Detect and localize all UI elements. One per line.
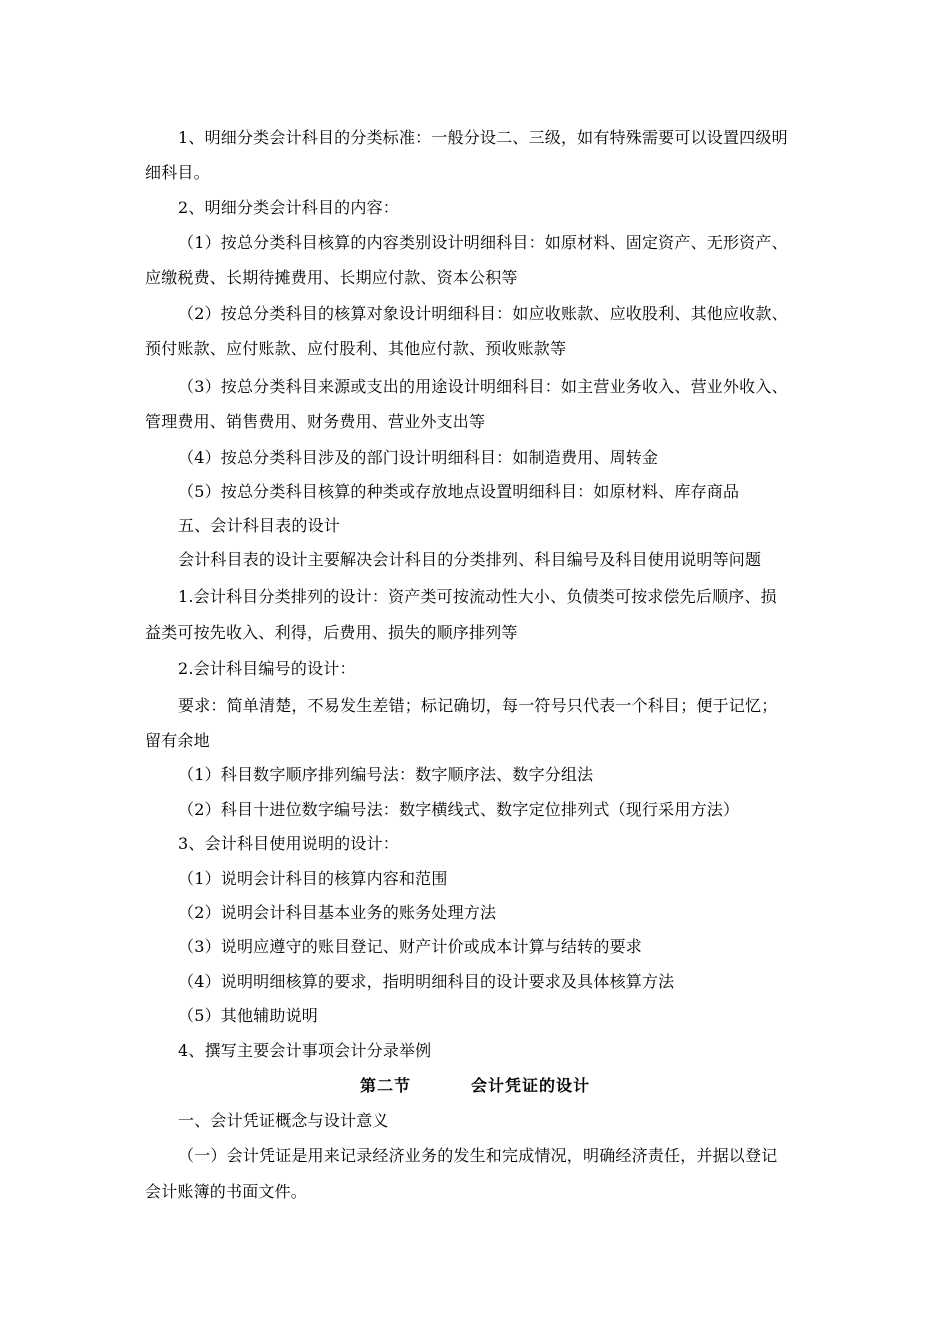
paragraph-line: 预付账款、应付账款、应付股利、其他应付款、预收账款等 — [145, 339, 567, 358]
paragraph-line: 要求：简单清楚，不易发生差错；标记确切，每一符号只代表一个科目；便于记忆； — [178, 696, 778, 715]
paragraph-line: 留有余地 — [145, 731, 210, 750]
paragraph-line: 益类可按先收入、利得，后费用、损失的顺序排列等 — [145, 623, 518, 642]
paragraph-line: （5）其他辅助说明 — [178, 1006, 318, 1025]
paragraph-line: 五、会计科目表的设计 — [178, 516, 341, 535]
paragraph-line: 2.会计科目编号的设计： — [178, 659, 356, 678]
paragraph-line: 细科目。 — [145, 163, 210, 182]
paragraph-line: （5）按总分类科目核算的种类或存放地点设置明细科目：如原材料、库存商品 — [178, 482, 740, 501]
paragraph-line: 3、会计科目使用说明的设计： — [178, 834, 399, 853]
paragraph-line: （2）科目十进位数字编号法：数字横线式、数字定位排列式（现行采用方法） — [178, 800, 740, 819]
paragraph-line: 一、会计凭证概念与设计意义 — [178, 1111, 389, 1130]
paragraph-line: （一）会计凭证是用来记录经济业务的发生和完成情况，明确经济责任，并据以登记 — [178, 1146, 778, 1165]
paragraph-line: （4）说明明细核算的要求，指明明细科目的设计要求及具体核算方法 — [178, 972, 675, 991]
paragraph-line: （2）按总分类科目的核算对象设计明细科目：如应收账款、应收股利、其他应收款、 — [178, 304, 788, 323]
section-number: 第二节 — [360, 1076, 412, 1095]
paragraph-line: （3）说明应遵守的账目登记、财产计价或成本计算与结转的要求 — [178, 937, 642, 956]
paragraph-line: 4、撰写主要会计事项会计分录举例 — [178, 1041, 432, 1060]
paragraph-line: （1）科目数字顺序排列编号法：数字顺序法、数字分组法 — [178, 765, 594, 784]
section-title: 会计凭证的设计 — [471, 1076, 591, 1095]
paragraph-line: 会计科目表的设计主要解决会计科目的分类排列、科目编号及科目使用说明等问题 — [178, 550, 762, 569]
paragraph-line: （1）说明会计科目的核算内容和范围 — [178, 869, 448, 888]
paragraph-line: （4）按总分类科目涉及的部门设计明细科目：如制造费用、周转金 — [178, 448, 659, 467]
paragraph-line: （2）说明会计科目基本业务的账务处理方法 — [178, 903, 497, 922]
paragraph-line: （3）按总分类科目来源或支出的用途设计明细科目：如主营业务收入、营业外收入、 — [178, 377, 788, 396]
paragraph-line: 会计账簿的书面文件。 — [145, 1182, 308, 1201]
paragraph-line: （1）按总分类科目核算的内容类别设计明细科目：如原材料、固定资产、无形资产、 — [178, 233, 788, 252]
paragraph-line: 1.会计科目分类排列的设计：资产类可按流动性大小、负债类可按求偿先后顺序、损 — [178, 587, 777, 606]
paragraph-line: 2、明细分类会计科目的内容： — [178, 198, 399, 217]
paragraph-line: 1、明细分类会计科目的分类标准：一般分设二、三级，如有特殊需要可以设置四级明 — [178, 128, 788, 147]
paragraph-line: 管理费用、销售费用、财务费用、营业外支出等 — [145, 412, 486, 431]
paragraph-line: 应缴税费、长期待摊费用、长期应付款、资本公积等 — [145, 268, 518, 287]
